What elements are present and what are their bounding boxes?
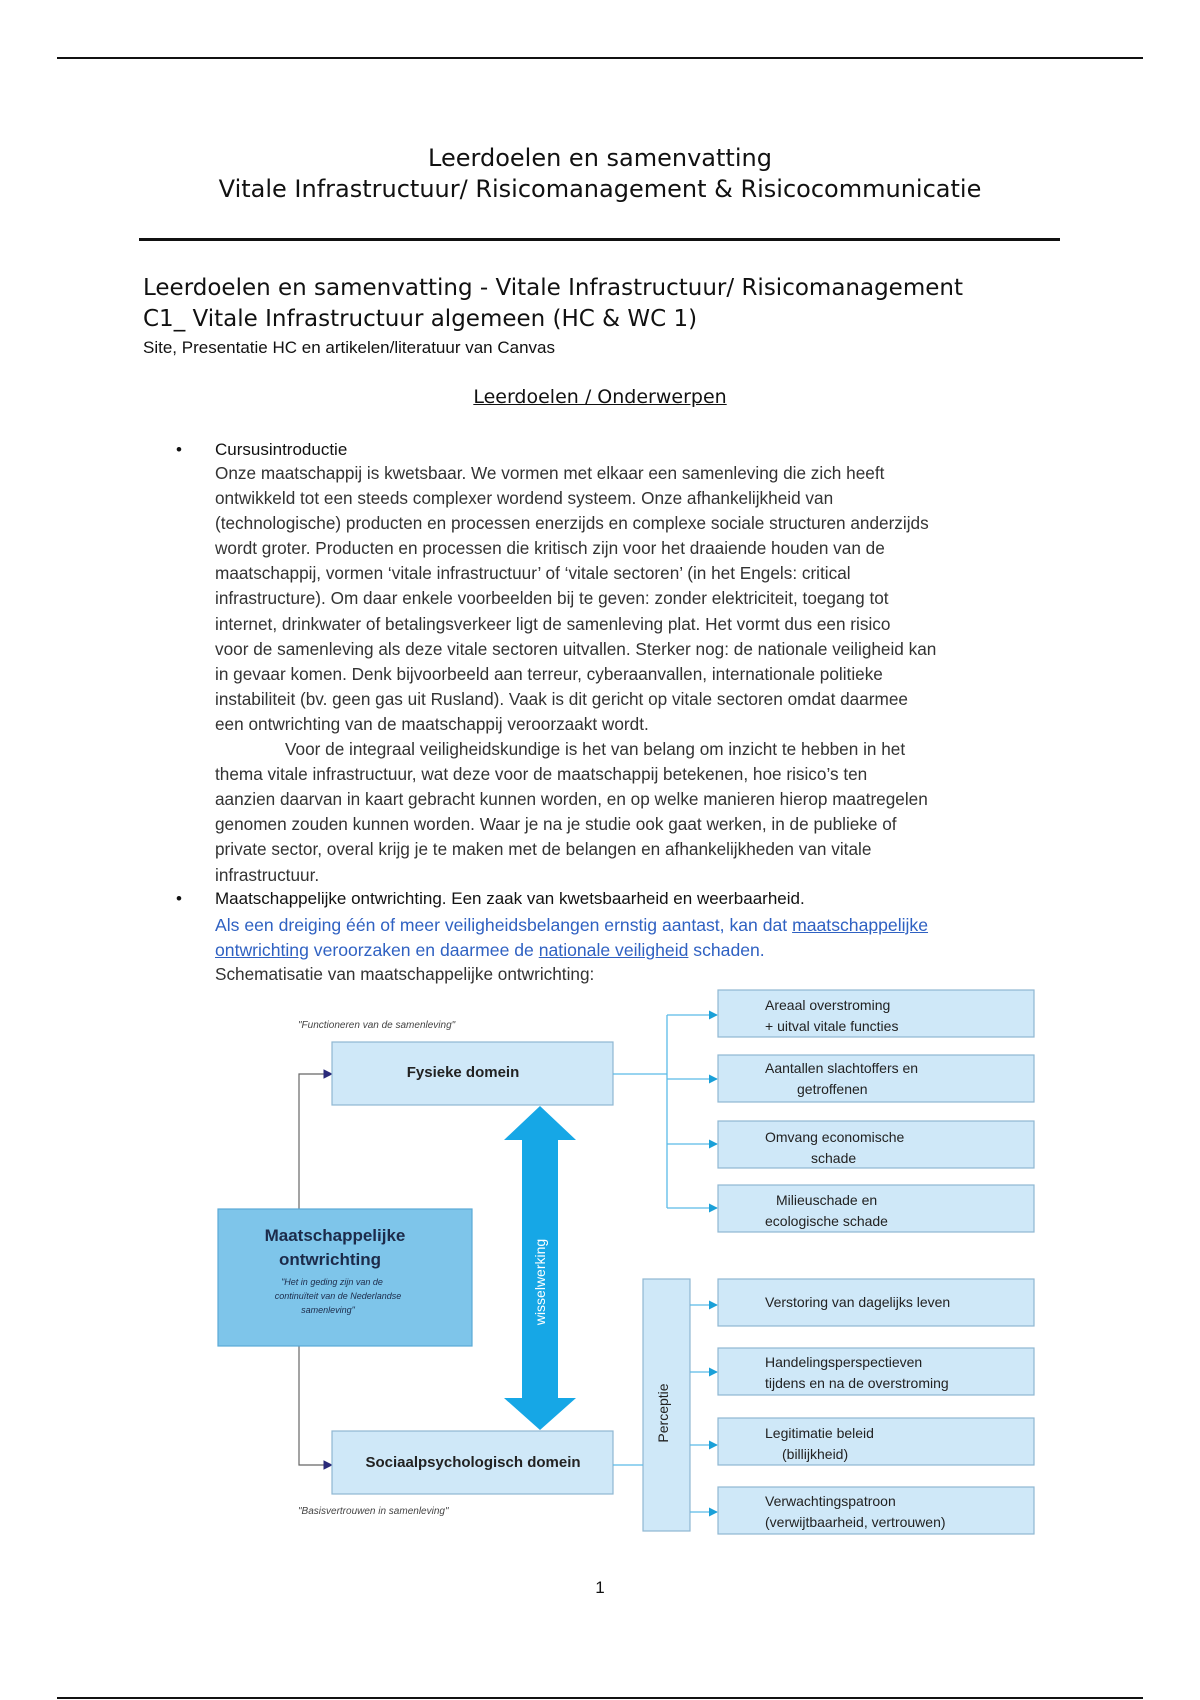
center-quote-line-3: samenleving": [301, 1305, 355, 1315]
physical-domain-label: Fysieke domein: [406, 1063, 520, 1081]
perception-label: Perceptie: [655, 1383, 671, 1443]
connector-to-social: [299, 1346, 332, 1465]
bullet-icon: •: [176, 440, 182, 459]
section-heading-line-1: Leerdoelen en samenvatting - Vitale Infrastructuur/ Risicomanagement: [143, 275, 963, 301]
physical-effect-box: [718, 990, 1034, 1037]
social-effect-box: [718, 1487, 1034, 1534]
learning-goals-heading: Leerdoelen / Onderwerpen: [473, 386, 727, 408]
svg-text:ecologische schade: ecologische schade: [765, 1213, 888, 1229]
section-heading-line-2: C1_ Vitale Infrastructuur algemeen (HC & WC 1): [143, 306, 698, 332]
document-title-line-1: Leerdoelen en samenvatting: [428, 144, 772, 172]
center-title-line-2: ontwrichting: [279, 1250, 381, 1269]
link-maatschappelijke[interactable]: maatschappelijke: [792, 915, 929, 935]
center-title-line-1: Maatschappelijke: [264, 1226, 406, 1245]
intro-paragraph: Onze maatschappij is kwetsbaar. We vormen met elkaar een samenleving die zich heeft ontwikkeld tot een steeds complexer wordend systeem. Onze afhankelijkheid van (technologische) producten en processen enerzijds en complexe sociale structuren anderzijds wordt groter. Producten en processen die kritisch zijn voor het draaiende houden van de maatschappij, vormen ‘vitale infrastructuur’ of ‘vitale sectoren’ (in het Engels: critical infrastructure). Om daar enkele voorbeelden bij te geven: zonder elektriciteit, toegang tot internet, drinkwater of betalingsverkeer ligt de samenleving plat. Het vormt dus een risico voor de samenleving als deze vitale sectoren uitvallen. Sterker nog: de nationale veiligheid kan in gevaar komen. Denk bijvoorbeeld aan terreur, cyberaanvallen, internationale politieke instabiliteit (bv. geen gas uit Rusland). Vaak is dit gericht op vitale sectoren omdat daarmee een ontwrichting van de maatschappij veroorzaakt wordt. Voor de integraal veiligheidskundige is het van belang om inzicht te hebben in het thema vitale infrastructuur, wat deze voor de maatschappij betekenen, hoe risico’s ten aanzien daarvan in kaart gebracht kunnen worden, en op welke manieren hierop maatregelen genomen zouden kunnen worden. Waar je na je studie ook gaat werken, in de publieke of private sector, overal krijg je te maken met de belangen en afhankelijkheden van vitale infrastructuur.: [215, 463, 937, 885]
social-effect-box: [718, 1279, 1034, 1326]
svg-text:Omvang economische: Omvang economische: [765, 1129, 905, 1145]
center-quote-line-2: continuïteit van de Nederlandse: [274, 1291, 402, 1301]
svg-text:tijdens en na de overstroming: tijdens en na de overstroming: [765, 1375, 949, 1391]
physical-effect-box: [718, 1185, 1034, 1232]
disruption-definition: Als een dreiging één of meer veiligheidsbelangen ernstig aantast, kan dat maatschappelijke ontwrichting veroorzaken en daarmee de nationale veiligheid schaden.: [215, 915, 929, 961]
link-nationale-veiligheid[interactable]: nationale veiligheid: [538, 940, 689, 961]
svg-text:Verstoring van dagelijks leven: Verstoring van dagelijks leven: [765, 1294, 951, 1310]
disruption-title: Maatschappelijke ontwrichting. Een zaak van kwetsbaarheid en weerbaarheid.: [215, 889, 805, 908]
svg-text:getroffenen: getroffenen: [797, 1081, 868, 1097]
connector-to-physical: [299, 1074, 332, 1209]
svg-text:Milieuschade en: Milieuschade en: [776, 1192, 878, 1208]
schema-label: Schematisatie van maatschappelijke ontwrichting:: [215, 964, 595, 984]
svg-text:+ uitval vitale functies: + uitval vitale functies: [765, 1018, 899, 1034]
svg-text:Handelingsperspectieven: Handelingsperspectieven: [765, 1354, 923, 1370]
document-title-line-2: Vitale Infrastructuur/ Risicomanagement & Risicocommunicatie: [218, 175, 982, 203]
svg-text:Areaal overstroming: Areaal overstroming: [765, 997, 891, 1013]
center-quote-line-1: "Het in geding zijn van de: [281, 1277, 383, 1287]
link-ontwrichting[interactable]: ontwrichting: [215, 940, 309, 961]
social-domain-label: Sociaalpsychologisch domein: [365, 1453, 581, 1471]
svg-text:Legitimatie beleid: Legitimatie beleid: [765, 1425, 874, 1441]
physical-effect-box: [718, 1055, 1034, 1102]
physical-fan: [613, 1015, 717, 1208]
intro-title: Cursusintroductie: [215, 440, 348, 459]
svg-text:Verwachtingspatroon: Verwachtingspatroon: [765, 1493, 896, 1509]
social-effect-box: [718, 1418, 1034, 1465]
bullet-icon: •: [176, 889, 182, 908]
page-number: 1: [595, 1578, 605, 1597]
top-caption: "Functioneren van de samenleving": [298, 1020, 456, 1031]
svg-text:(verwijtbaarheid, vertrouwen): (verwijtbaarheid, vertrouwen): [765, 1514, 946, 1530]
bottom-caption: "Basisvertrouwen in samenleving": [298, 1506, 449, 1517]
physical-effect-box: [718, 1121, 1034, 1168]
svg-text:schade: schade: [811, 1150, 857, 1166]
svg-text:(billijkheid): (billijkheid): [782, 1446, 849, 1462]
social-effect-box: [718, 1348, 1034, 1395]
interaction-label: wisselwerking: [532, 1238, 548, 1326]
svg-text:Aantallen slachtoffers en: Aantallen slachtoffers en: [765, 1060, 919, 1076]
sources-line: Site, Presentatie HC en artikelen/literatuur van Canvas: [143, 338, 555, 357]
